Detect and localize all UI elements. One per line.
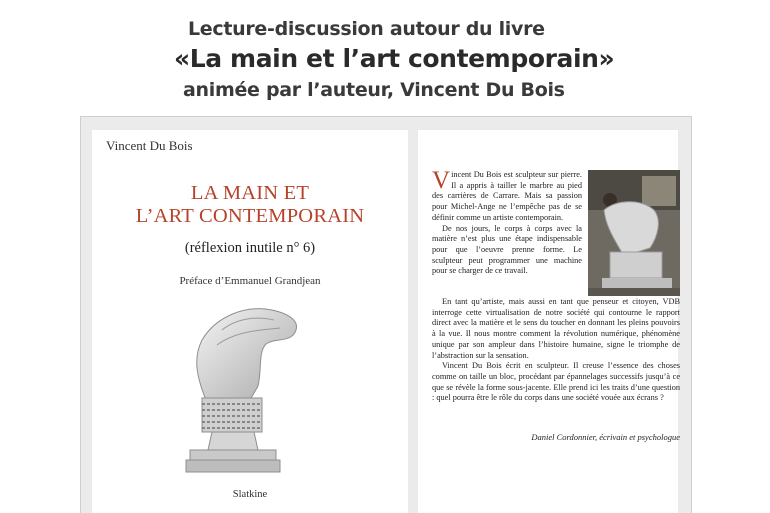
cover-title-line-2: L’ART CONTEMPORAIN xyxy=(135,205,365,227)
cover-author: Vincent Du Bois xyxy=(106,138,193,153)
header-book-title: «La main et l’art contemporain» xyxy=(174,44,615,73)
header-line-1: Lecture-discussion autour du livre xyxy=(188,18,545,40)
cover-title-line-1: LA MAIN ET xyxy=(190,182,310,204)
artist-photo xyxy=(588,170,680,296)
header-line-3: animée par l’auteur, Vincent Du Bois xyxy=(183,79,565,101)
hand-sculpture-image xyxy=(162,300,312,480)
cover-publisher: Slatkine xyxy=(232,489,268,500)
back-cover-paragraph-1 xyxy=(432,167,582,277)
back-cover-signature: Daniel Cordonnier, écrivain et psychologue xyxy=(531,432,680,442)
paragraph-1-text: incent Du Bois est sculpteur sur pierre. Il a appris à tailler le marbre au pied des carrières de Carrare. Mais sa passion pour Michel-Ange ne l’empêche pas de se définir comme un artiste contemporain. xyxy=(432,170,582,222)
front-cover xyxy=(92,130,408,513)
cover-preface: Préface d’Emmanuel Grandjean xyxy=(179,275,321,287)
back-cover-paragraphs xyxy=(432,297,680,404)
back-cover xyxy=(418,130,678,513)
back-cover-paragraph-3: En tant qu’artiste, mais aussi en tant que penseur et citoyen, VDB interroge cette virtualisation de notre société qui contourne le rapport direct avec la matière et le sens du toucher en donnant les pleins pouvoirs à la vue. Il nous montre comment la révolution numérique, phénomène unique par son ampleur dans l’histoire humaine, signe le triomphe de l’abstraction sur la sensation. xyxy=(432,297,680,360)
dropcap-letter: V xyxy=(432,167,451,194)
back-cover-paragraph-2: De nos jours, le corps à corps avec la matière n’est plus une étape indispensable pour que l’oeuvre prenne forme. Le sculpteur peut programmer une machine pour se charger de ce travail. xyxy=(432,223,582,276)
cover-subtitle: (réflexion inutile n° 6) xyxy=(184,240,316,256)
back-cover-paragraph-4: Vincent Du Bois écrit en sculpteur. Il creuse l’essence des choses comme on taille un bloc, procédant par épannelages successifs jusqu’à ce que se révèle la forme sous-jacente. Elle prend ici les traits d’une question : quel pourra être le rôle du corps dans une société vouée aux écrans ? xyxy=(432,361,680,403)
